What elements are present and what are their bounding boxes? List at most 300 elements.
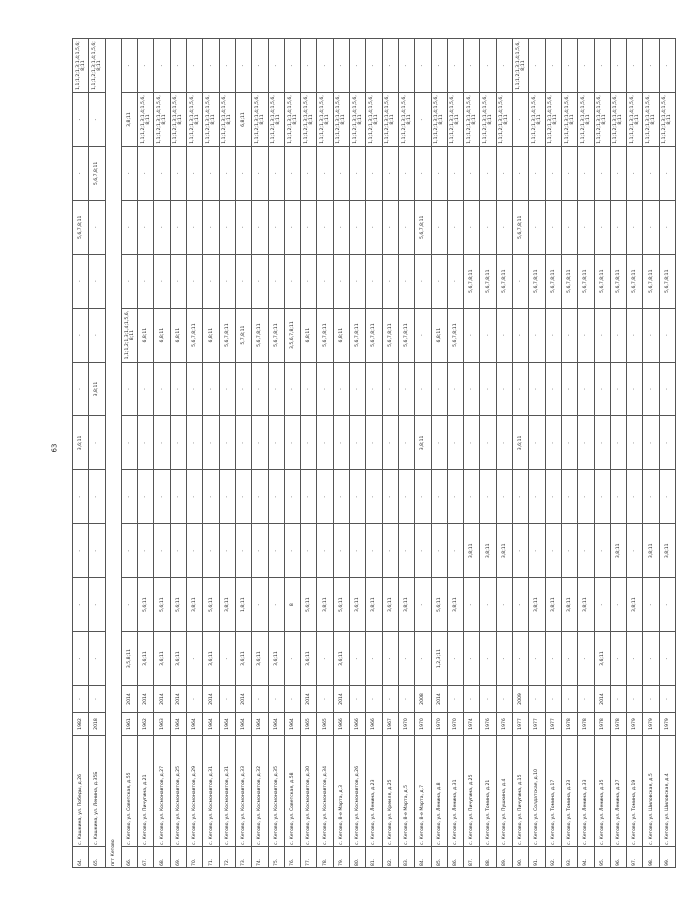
table-cell: 3,8;11 <box>627 578 643 632</box>
table-cell: 5,6,7,8;11 <box>447 308 463 362</box>
table-cell: 5,6;11 <box>301 578 317 632</box>
table-cell: 5,6,7,8;11 <box>350 308 366 362</box>
table-cell: - <box>480 362 496 416</box>
table-cell: 3,6;11 <box>73 416 89 470</box>
table-cell: - <box>268 39 284 93</box>
table-cell: - <box>659 578 675 632</box>
table-cell: 2014 <box>431 686 447 713</box>
table-cell: 3,8;11 <box>317 578 333 632</box>
table-cell: - <box>513 254 529 308</box>
table-cell: 3,8;11 <box>398 578 414 632</box>
table-cell: - <box>252 39 268 93</box>
table-cell: 1967 <box>382 713 398 736</box>
table-cell: - <box>496 470 512 524</box>
table-cell: - <box>170 362 186 416</box>
table-row <box>138 39 154 868</box>
table-cell: - <box>187 254 203 308</box>
table-cell: - <box>235 416 251 470</box>
table-cell: - <box>447 686 463 713</box>
table-cell: - <box>464 308 480 362</box>
table-cell: 3,8;11 <box>610 524 626 578</box>
table-cell: - <box>545 39 561 93</box>
table-cell: - <box>219 200 235 254</box>
table-cell: - <box>610 686 626 713</box>
address-cell: с. Кетово, ул. Солдатская, д.10 <box>529 736 545 847</box>
table-cell: - <box>610 308 626 362</box>
table-cell: - <box>73 362 89 416</box>
table-row <box>366 39 382 868</box>
table-cell: 1964 <box>284 713 300 736</box>
table-cell: - <box>529 470 545 524</box>
table-cell: - <box>594 39 610 93</box>
table-cell: 6,8;11 <box>235 93 251 147</box>
table-cell: - <box>73 686 89 713</box>
row-number-cell: 74. <box>252 847 268 868</box>
table-cell: - <box>415 632 431 686</box>
table-cell: - <box>415 254 431 308</box>
table-cell: 1,1;1,2;1,3;1,4;1,5,6,8;11 <box>382 93 398 147</box>
table-cell: - <box>431 254 447 308</box>
table-cell: - <box>235 362 251 416</box>
address-cell: с. Кетово, ул. Космонавтов, д.27 <box>154 736 170 847</box>
table-row <box>480 39 496 868</box>
table-row <box>464 39 480 868</box>
table-cell: - <box>89 308 105 362</box>
table-cell: - <box>235 470 251 524</box>
table-cell: - <box>73 308 89 362</box>
table-cell: - <box>268 254 284 308</box>
table-cell: 1978 <box>610 713 626 736</box>
table-cell: 1970 <box>431 713 447 736</box>
table-cell: - <box>545 470 561 524</box>
table-cell: 1,1;1,2;1,3;1,4;1,5,6,8;11 <box>121 308 137 362</box>
table-cell: - <box>398 146 414 200</box>
table-cell: - <box>366 416 382 470</box>
table-cell: - <box>268 686 284 713</box>
table-cell: 1,1;1,2;1,3;1,4;1,5,6,8;11 <box>268 93 284 147</box>
table-cell: - <box>513 632 529 686</box>
table-cell: - <box>121 200 137 254</box>
table-cell: 5,6,7,8;11 <box>317 308 333 362</box>
table-cell: - <box>513 308 529 362</box>
table-cell: - <box>561 308 577 362</box>
table-cell: - <box>382 416 398 470</box>
table-cell: - <box>89 632 105 686</box>
table-cell: - <box>268 146 284 200</box>
table-row <box>121 39 137 868</box>
table-cell: - <box>431 470 447 524</box>
table-cell: - <box>89 524 105 578</box>
table-cell: - <box>252 578 268 632</box>
table-cell: - <box>252 200 268 254</box>
table-cell: - <box>203 524 219 578</box>
table-cell: - <box>73 93 89 147</box>
table-cell: - <box>447 416 463 470</box>
table-cell: - <box>480 686 496 713</box>
table-cell: - <box>252 524 268 578</box>
table-cell: 5,6,7,8;11 <box>464 254 480 308</box>
table-cell: 1964 <box>235 713 251 736</box>
table-cell: - <box>333 39 349 93</box>
table-cell: - <box>219 470 235 524</box>
table-cell: - <box>219 146 235 200</box>
table-cell: 3,6;11 <box>268 632 284 686</box>
table-cell: 1970 <box>415 713 431 736</box>
table-cell: - <box>203 416 219 470</box>
table-cell: 1977 <box>513 713 529 736</box>
table-cell: - <box>594 470 610 524</box>
table-cell: 1,1;1,2;1,3;1,4;1,5,6,8;11 <box>219 93 235 147</box>
address-cell: с. Кетово, ул. Ленина, д.8 <box>431 736 447 847</box>
table-cell: - <box>121 524 137 578</box>
table-cell: - <box>89 93 105 147</box>
table-row <box>659 39 675 868</box>
table-cell: - <box>659 39 675 93</box>
table-cell: - <box>268 578 284 632</box>
table-cell: - <box>73 632 89 686</box>
table-cell: 1964 <box>203 713 219 736</box>
table-cell: - <box>447 470 463 524</box>
address-cell: с. Кетово, ул. Космонавтов, д.30 <box>301 736 317 847</box>
table-cell: - <box>627 39 643 93</box>
table-cell: - <box>268 470 284 524</box>
table-cell: - <box>138 39 154 93</box>
table-cell: - <box>366 146 382 200</box>
table-cell: - <box>284 524 300 578</box>
table-cell: - <box>578 524 594 578</box>
table-cell: - <box>73 146 89 200</box>
table-cell: - <box>350 416 366 470</box>
table-row <box>154 39 170 868</box>
table-cell: - <box>561 470 577 524</box>
table-cell: - <box>89 578 105 632</box>
table-cell: - <box>317 146 333 200</box>
row-number-cell: 83. <box>398 847 414 868</box>
table-cell: 5,6,7,8;11 <box>398 308 414 362</box>
row-number-cell: 96. <box>610 847 626 868</box>
table-cell: - <box>235 200 251 254</box>
table-cell: 5,6;11 <box>203 578 219 632</box>
table-cell: - <box>317 524 333 578</box>
table-cell: - <box>480 578 496 632</box>
table-cell: - <box>301 200 317 254</box>
table-cell: - <box>545 524 561 578</box>
table-cell: 1,1;1,2;1,3;1,4;1,5,6,8;11 <box>203 93 219 147</box>
table-row <box>594 39 610 868</box>
table-cell: - <box>154 254 170 308</box>
table-cell: 1,1;1,2;1,3;1,4;1,5,6,8;11 <box>138 93 154 147</box>
table-cell: - <box>627 470 643 524</box>
row-number-cell: 64. <box>73 847 89 868</box>
table-row <box>252 39 268 868</box>
table-cell: 1974 <box>464 713 480 736</box>
table-cell: - <box>627 146 643 200</box>
table-cell: - <box>643 39 659 93</box>
table-cell: - <box>187 39 203 93</box>
table-cell: - <box>464 578 480 632</box>
table-cell: - <box>170 39 186 93</box>
address-cell: с. Кетово, ул. Томина, д.19 <box>627 736 643 847</box>
table-cell: - <box>659 686 675 713</box>
table-cell: - <box>594 578 610 632</box>
table-cell: - <box>138 524 154 578</box>
address-cell: с. Кетово, ул. Космонавтов, д.25 <box>170 736 186 847</box>
table-cell: - <box>138 362 154 416</box>
table-row <box>431 39 447 868</box>
row-number-cell: 75. <box>268 847 284 868</box>
table-cell: 3,8;11 <box>561 578 577 632</box>
table-cell: - <box>89 254 105 308</box>
table-cell: - <box>154 362 170 416</box>
table-row <box>513 39 529 868</box>
table-cell: - <box>431 524 447 578</box>
table-cell: 1,1;1,2;1,3;1,4;1,5,6,8;11 <box>366 93 382 147</box>
table-cell: 5,6,7,8;11 <box>513 200 529 254</box>
table-cell: - <box>594 524 610 578</box>
table-cell: - <box>89 470 105 524</box>
table-cell: 3,8;11 <box>447 578 463 632</box>
table-cell: 2009 <box>513 686 529 713</box>
address-cell: с. Кетово, ул. Космонавтов, д.29 <box>187 736 203 847</box>
table-cell: - <box>480 146 496 200</box>
table-cell: - <box>496 39 512 93</box>
table-cell: - <box>366 632 382 686</box>
table-cell: - <box>350 200 366 254</box>
table-cell: 2014 <box>301 686 317 713</box>
table-cell: 1,1;1,2;1,3;1,4;1,5,6,8;11 <box>513 39 529 93</box>
table-cell: - <box>398 362 414 416</box>
table-row <box>610 39 626 868</box>
table-cell: 5,6,7,8;11 <box>415 200 431 254</box>
table-cell: 5,6,7,8;11 <box>496 254 512 308</box>
table-cell: - <box>284 686 300 713</box>
table-cell: - <box>284 254 300 308</box>
table-cell: - <box>350 362 366 416</box>
table-cell: 6,8;11 <box>203 308 219 362</box>
table-row <box>73 39 89 868</box>
table-cell: 1,1;1,2;1,3;1,4;1,5,6;8;11 <box>73 39 89 93</box>
table-cell: - <box>643 200 659 254</box>
table-cell: - <box>284 200 300 254</box>
table-cell: - <box>382 686 398 713</box>
address-cell: с. Кетово, ул. Советская, д.58 <box>284 736 300 847</box>
table-cell: - <box>447 632 463 686</box>
table-cell: 1978 <box>561 713 577 736</box>
table-cell: - <box>627 308 643 362</box>
table-cell: - <box>578 686 594 713</box>
table-cell: - <box>219 362 235 416</box>
address-cell: с. Кетово, ул. Космонавтов, д.34 <box>317 736 333 847</box>
table-cell: 5,6,7,8;11 <box>643 254 659 308</box>
table-cell: - <box>203 39 219 93</box>
table-cell: 5,6,7,8;11 <box>366 308 382 362</box>
table-row <box>643 39 659 868</box>
address-cell: с. Кашкина, ул. Ленина, д.35Б <box>89 736 105 847</box>
table-cell: - <box>350 254 366 308</box>
address-cell: с. Кетово, ул. Космонавтов, д.32 <box>252 736 268 847</box>
table-cell: 1962 <box>138 713 154 736</box>
table-cell: - <box>610 146 626 200</box>
address-cell: с. Кетово, ул. Пушкина, д.4 <box>496 736 512 847</box>
table-row <box>268 39 284 868</box>
table-cell: 1,1;1,2;1,3;1,4;1,5,6,8;11 <box>480 93 496 147</box>
table-cell: 3,8;11 <box>219 578 235 632</box>
table-cell: - <box>398 254 414 308</box>
table-cell: - <box>659 146 675 200</box>
table-row <box>187 39 203 868</box>
table-cell: 1982 <box>73 713 89 736</box>
table-row <box>561 39 577 868</box>
address-cell: с. Кетово, ул. Томина, д.21 <box>480 736 496 847</box>
table-cell: 1,1;1,2;1,3;1,4;1,5,6;8;11 <box>89 39 105 93</box>
table-cell: 5,6;11 <box>431 578 447 632</box>
table-cell: 1976 <box>496 713 512 736</box>
table-cell: - <box>252 254 268 308</box>
table-cell: 5,6,7,8;11 <box>610 254 626 308</box>
table-cell: - <box>121 362 137 416</box>
table-cell: 1,1;1,2;1,3;1,4;1,5,6,8;11 <box>659 93 675 147</box>
table-cell: 2014 <box>333 686 349 713</box>
row-number-cell: 70. <box>187 847 203 868</box>
table-cell: - <box>333 362 349 416</box>
table-cell: - <box>561 632 577 686</box>
table-cell: 1966 <box>333 713 349 736</box>
table-cell: - <box>121 146 137 200</box>
table-cell: - <box>366 200 382 254</box>
table-cell: - <box>252 362 268 416</box>
row-number-cell: 67. <box>138 847 154 868</box>
table-cell: 5,6,7,8;11 <box>480 254 496 308</box>
table-row <box>382 39 398 868</box>
table-cell: - <box>89 200 105 254</box>
table-cell: - <box>284 146 300 200</box>
table-cell: - <box>138 146 154 200</box>
table-cell: 2018 <box>89 713 105 736</box>
table-cell: - <box>529 524 545 578</box>
table-row <box>398 39 414 868</box>
table-cell: - <box>610 362 626 416</box>
table-cell: - <box>545 308 561 362</box>
table-cell: - <box>529 686 545 713</box>
table-cell: - <box>659 308 675 362</box>
table-cell: 6,8;11 <box>170 308 186 362</box>
table-cell: - <box>252 470 268 524</box>
row-number-cell: 77. <box>301 847 317 868</box>
table-cell: 1,1;1,2;1,3;1,4;1,5,6,8;11 <box>447 93 463 147</box>
table-cell: - <box>659 632 675 686</box>
table-row <box>496 39 512 868</box>
table-cell: - <box>73 524 89 578</box>
table-row <box>317 39 333 868</box>
table-row <box>447 39 463 868</box>
table-cell: - <box>398 200 414 254</box>
table-cell: - <box>610 470 626 524</box>
table-cell: 3,8;11 <box>545 578 561 632</box>
table-cell: - <box>545 632 561 686</box>
table-cell: - <box>73 578 89 632</box>
table-cell: - <box>496 362 512 416</box>
table-cell: - <box>382 362 398 416</box>
table-cell: - <box>203 362 219 416</box>
table-cell: - <box>464 362 480 416</box>
table-cell: - <box>578 308 594 362</box>
table-cell: - <box>431 200 447 254</box>
table-cell: - <box>415 578 431 632</box>
table-cell: - <box>301 362 317 416</box>
table-cell: - <box>366 686 382 713</box>
table-cell: 1976 <box>480 713 496 736</box>
table-cell: 3,8;11 <box>415 416 431 470</box>
table-cell: 1977 <box>545 713 561 736</box>
table-cell: - <box>284 362 300 416</box>
row-number-cell: 87. <box>464 847 480 868</box>
table-cell: - <box>529 308 545 362</box>
table-cell: 1,1;1,2;1,3;1,4;1,5,6,8;11 <box>529 93 545 147</box>
table-cell: 1,1;1,2;1,3;1,4;1,5,6,8;11 <box>170 93 186 147</box>
address-cell: с. Кетово, 8-е Марта, д.7 <box>415 736 431 847</box>
table-cell: 1964 <box>219 713 235 736</box>
table-cell: - <box>513 93 529 147</box>
table-cell: - <box>578 470 594 524</box>
table-cell: - <box>382 200 398 254</box>
table-cell: - <box>121 254 137 308</box>
table-cell: - <box>235 524 251 578</box>
table-cell: - <box>301 39 317 93</box>
table-row <box>529 39 545 868</box>
section-header: пгт Кетово <box>105 39 121 868</box>
table-cell: 2014 <box>154 686 170 713</box>
table-cell: - <box>284 39 300 93</box>
row-number-cell: 97. <box>627 847 643 868</box>
table-cell: - <box>529 362 545 416</box>
table-cell: 5,6,7,8;11 <box>73 200 89 254</box>
address-cell: с. Кетово, ул. Шиловская, д.5 <box>643 736 659 847</box>
table-cell: - <box>643 578 659 632</box>
table-cell: - <box>545 200 561 254</box>
table-row <box>105 39 121 868</box>
table-cell: - <box>187 524 203 578</box>
table-cell: - <box>366 254 382 308</box>
table-cell: - <box>627 686 643 713</box>
table-cell: - <box>627 524 643 578</box>
address-cell: с. Кетово, ул. Космонавтов, д.33 <box>235 736 251 847</box>
table-cell: - <box>333 146 349 200</box>
page-number: 63 <box>50 443 59 453</box>
address-cell: с. Кетово, ул. Томина, д.17 <box>545 736 561 847</box>
table-cell: - <box>382 254 398 308</box>
table-cell: 1966 <box>366 713 382 736</box>
table-cell: 1,1;1,2;1,3;1,4;1,5,6,8;11 <box>464 93 480 147</box>
table-cell: 5,6,7,8;11 <box>561 254 577 308</box>
table-cell: - <box>219 524 235 578</box>
table-cell: - <box>513 578 529 632</box>
table-cell: - <box>284 470 300 524</box>
address-cell: с. Кетово, ул. Томина, д.23 <box>561 736 577 847</box>
table-cell: - <box>529 416 545 470</box>
table-cell: - <box>447 39 463 93</box>
table-cell: - <box>317 362 333 416</box>
table-cell: - <box>545 686 561 713</box>
table-cell: - <box>89 686 105 713</box>
table-cell: - <box>398 416 414 470</box>
table-cell: 3,8;11 <box>480 524 496 578</box>
table-cell: 1,1;1,2;1,3;1,4;1,5,6,8;11 <box>154 93 170 147</box>
table-cell: 5,6,7,8;11 <box>219 308 235 362</box>
table-cell: 3,8;11 <box>529 578 545 632</box>
table-cell: 1,1;1,2;1,3;1,4;1,5,6,8;11 <box>350 93 366 147</box>
table-cell: - <box>170 200 186 254</box>
table-cell: 3,8;11 <box>464 524 480 578</box>
